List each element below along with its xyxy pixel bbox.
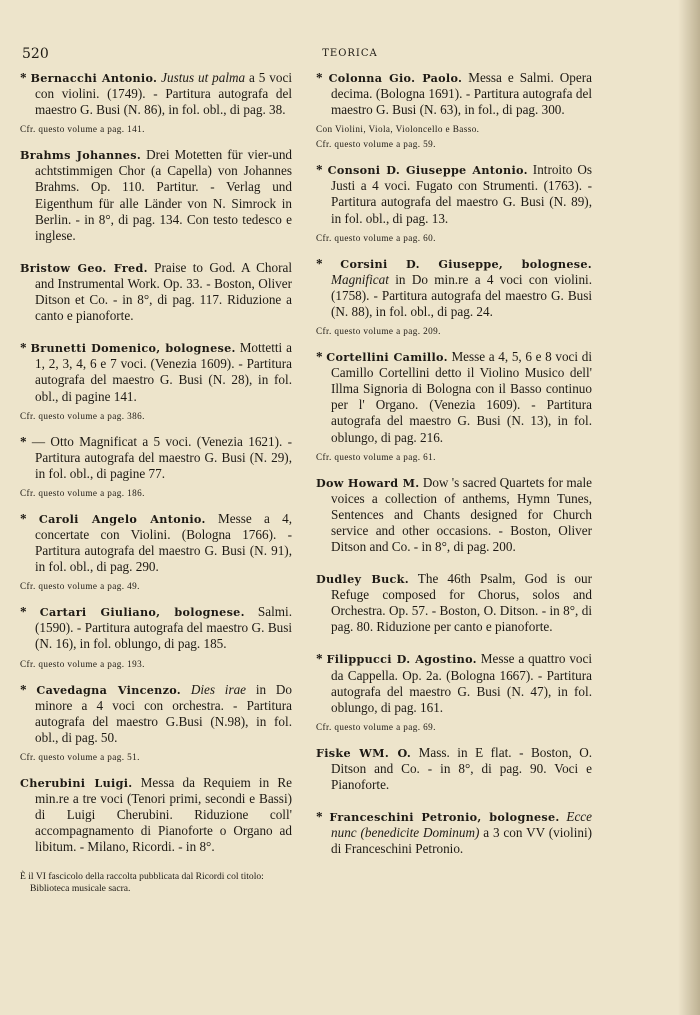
catalog-entry: [20, 434, 292, 482]
page-number: 520: [22, 46, 49, 62]
composer-name: Franceschini Petronio, bolognese.: [329, 810, 560, 825]
entry-asterisk: *: [20, 340, 27, 356]
entry-description: Drei Motetten für vier-und achtstimmigen Chor (a Capella) von Johannes Brahms. Op. 110. Partitur. - Verlag und Eigenthum für alle Länder von N. Simrock in Berlin. - in 8°, di pag. 134. Con testo tedesco e inglese.: [35, 147, 293, 243]
work-title: Ecce nunc (benedicite Dominum): [331, 809, 593, 841]
work-title: Justus ut palma: [161, 70, 246, 85]
composer-name: Cortellini Camillo.: [326, 350, 448, 365]
cross-reference: Cfr. questo volume a pag. 209.: [316, 326, 441, 337]
entry-asterisk: *: [316, 651, 323, 667]
entry-asterisk: *: [20, 433, 27, 449]
composer-name: Caroli Angelo Antonio.: [38, 511, 206, 526]
catalog-entry: [316, 745, 592, 793]
entry-description: Introito Os Justi a 4 voci. Fugato con Strumenti. (1763). - Partitura autografa del maestro G. Busi (N. 89), in fol. obl., di pag. 13.: [331, 162, 593, 226]
catalog-entry: [316, 256, 592, 320]
left-column: [20, 70, 292, 895]
entry-asterisk: *: [316, 162, 323, 178]
cross-reference: Con Violini, Viola, Violoncello e Basso.: [316, 124, 480, 135]
catalog-entry: [20, 260, 292, 324]
catalog-entry: [20, 775, 292, 855]
catalog-entry: [20, 70, 292, 118]
composer-name: Brunetti Domenico, bolognese.: [30, 341, 236, 356]
composer-name: Cavedagna Vincenzo.: [36, 682, 181, 697]
entry-description: Messa e Salmi. Opera decima. (Bologna 1691). - Partitura autografa del maestro G. Busi (N. 63), in fol., di pag. 300.: [331, 70, 593, 118]
composer-name: Brahms Johannes.: [20, 148, 142, 163]
entry-description: a 3 con VV (violini) di Franceschini Petronio.: [331, 825, 593, 857]
composer-name: Dow Howard M.: [316, 475, 420, 490]
composer-name: Bristow Geo. Fred.: [20, 260, 148, 275]
page-gutter-shadow: [678, 0, 700, 1015]
work-title: Magnificat: [331, 271, 389, 287]
cross-reference: Cfr. questo volume a pag. 193.: [20, 658, 145, 669]
cross-reference: Cfr. questo volume a pag. 141.: [20, 124, 145, 135]
footnote: È il VI fascicolo della raccolta pubblicata dal Ricordi col titolo: Biblioteca musicale sacra.: [20, 871, 264, 895]
composer-name: Cartari Giuliano, bolognese.: [39, 605, 245, 620]
cross-reference: Cfr. questo volume a pag. 49.: [20, 581, 140, 592]
catalog-entry: [20, 682, 292, 746]
entry-asterisk: *: [20, 681, 27, 697]
catalog-entry: [316, 571, 592, 635]
entry-asterisk: *: [20, 604, 27, 620]
entry-asterisk: *: [316, 255, 323, 271]
entry-description: a 5 voci con violini. (1749). - Partitura autografa del maestro G. Busi (N. 86), in fol. obl., di pag. 38.: [35, 70, 293, 118]
right-column: [316, 70, 592, 873]
composer-name: Bernacchi Antonio.: [30, 71, 158, 85]
cross-reference: Cfr. questo volume a pag. 60.: [316, 232, 436, 243]
entry-description: in Do minore a 4 voci con orchestra. - Partitura autografa del maestro G.Busi (N.98), in fol. obl., di pag. 50.: [35, 681, 293, 745]
entry-description: Dow 's sacred Quartets for male voices a collection of anthems, Hymn Tunes, Sentences and Chants designed for Church service and other occasions. - Boston, Oliver Ditson and Co. - in 8°, di pag. 200.: [331, 474, 592, 554]
work-title: Dies irae: [190, 681, 247, 697]
entry-asterisk: *: [316, 349, 323, 365]
entry-description: Praise to God. A Choral and Instrumental Work. Op. 33. - Boston, Oliver Ditson et Co. - in 8°, di pag. 117. Riduzione a canto e pianoforte.: [35, 259, 293, 324]
composer-name: Corsini D. Giuseppe, bolognese.: [340, 256, 592, 271]
catalog-entry: [316, 349, 592, 446]
catalog-entry: [316, 70, 592, 118]
entry-description: Messa da Requiem in Re min.re a tre voci (Tenori primi, secondi e Bassi) di Luigi Cherubini. Riduzione coll' accompagnamento di Pianoforte o Organo ad libitum. - Milano, Ricordi. - in 8°.: [35, 774, 292, 855]
entry-asterisk: *: [316, 809, 323, 825]
entry-asterisk: *: [20, 510, 27, 526]
cross-reference: Cfr. questo volume a pag. 69.: [316, 721, 436, 732]
entry-description: Mottetti a 1, 2, 3, 4, 6 e 7 voci. (Venezia 1609). - Partitura autografa del maestro G. Busi (N. 28), in fol. obl., di pagine 141.: [35, 340, 292, 404]
composer-name: Consoni D. Giuseppe Antonio.: [327, 163, 528, 178]
composer-name: Cherubini Luigi.: [20, 775, 133, 790]
entry-description: in Do min.re a 4 voci con violini. (1758). - Partitura autografa del maestro G. Busi (N. 88), in fol. obl., di pag. 24.: [331, 271, 592, 319]
entry-asterisk: *: [316, 70, 323, 85]
composer-name: Filippucci D. Agostino.: [326, 652, 477, 667]
catalog-entry: [316, 162, 592, 226]
cross-reference: Cfr. questo volume a pag. 51.: [20, 751, 140, 762]
cross-reference: Cfr. questo volume a pag. 386.: [20, 410, 145, 421]
entry-description: — Otto Magnificat a 5 voci. (Venezia 1621). - Partitura autografa del maestro G. Busi (N. 29), in fol. obl., di pagine 77.: [31, 433, 293, 481]
entry-description: The 46th Psalm, God is our Refuge composed for Chorus, solos and Orchestra. Op. 57. - Boston, O. Ditson. - in 8°, di pag. 80. Riduzione per canto e pianoforte.: [331, 571, 592, 635]
entry-asterisk: *: [20, 70, 27, 85]
catalog-entry: [20, 340, 292, 404]
entry-description: Salmi. (1590). - Partitura autografa del maestro G. Busi (N. 16), in fol. oblungo, di pag. 185.: [35, 604, 292, 652]
catalog-entry: [20, 147, 292, 244]
running-head: TEORICA: [322, 48, 378, 59]
composer-name: Dudley Buck.: [316, 572, 409, 587]
cross-reference: Cfr. questo volume a pag. 186.: [20, 487, 145, 498]
catalog-entry: [20, 604, 292, 652]
composer-name: Colonna Gio. Paolo.: [328, 71, 463, 85]
entry-description: Messe a quattro voci da Cappella. Op. 2a. (Bologna 1667). - Partitura autografa del maestro G. Busi (N. 47), in fol. oblungo, di pag. 161.: [331, 651, 593, 715]
entry-description: Mass. in E flat. - Boston, O. Ditson and Co. - in 8°, di pag. 90. Voci e Pianoforte.: [331, 744, 593, 792]
cross-reference: Cfr. questo volume a pag. 61.: [316, 451, 436, 462]
entry-description: Messe a 4, concertate con Violini. (Bologna 1766). - Partitura autografa del maestro G. Busi (N. 91), in fol. obl., di pag. 290.: [35, 510, 292, 575]
catalog-entry: [316, 475, 592, 555]
composer-name: Fiske WM. O.: [316, 745, 412, 760]
cross-reference: Cfr. questo volume a pag. 59.: [316, 139, 436, 150]
catalog-entry: [316, 809, 592, 857]
page-header: [22, 46, 678, 66]
catalog-entry: [316, 651, 592, 715]
entry-description: Messe a 4, 5, 6 e 8 voci di Camillo Cortellini detto il Violino Musico dell' Illma Signoria di Bologna con il Basso continuo per l' Organo. (Venezia 1609). - Partitura autografa del maestro G. Busi (N. 13), in fol. oblungo, di pag. 216.: [331, 349, 592, 445]
catalog-entry: [20, 511, 292, 575]
